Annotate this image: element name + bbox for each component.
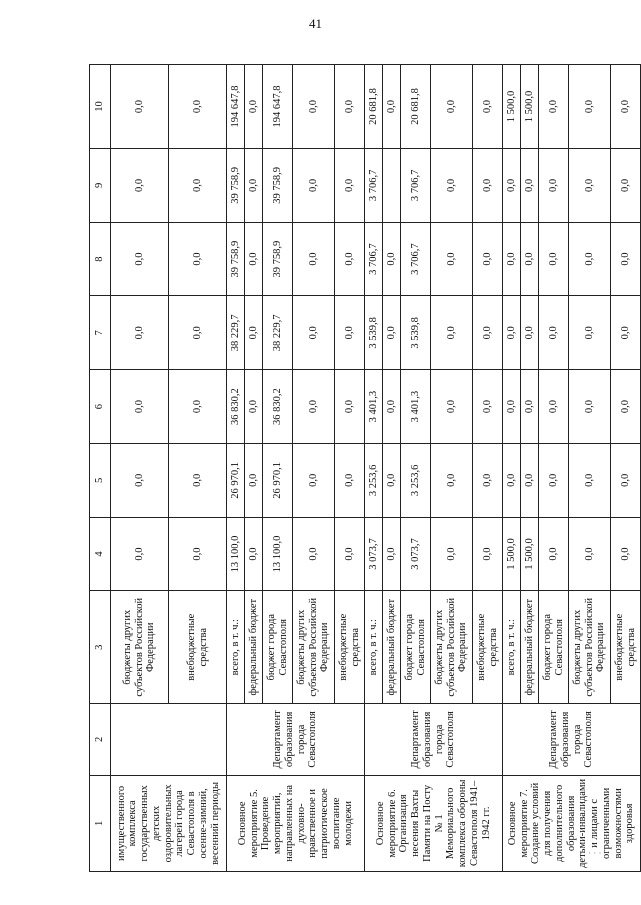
value-cell: 3 401,3 <box>401 370 431 444</box>
value-cell: 1 500,0 <box>503 517 521 591</box>
value-cell: 0,0 <box>503 149 521 223</box>
value-cell: 0,0 <box>293 517 335 591</box>
value-cell: 3 706,7 <box>365 149 383 223</box>
value-cell: 0,0 <box>473 296 503 370</box>
value-cell: 3 539,8 <box>401 296 431 370</box>
value-cell: 0,0 <box>383 370 401 444</box>
funding-source: бюджеты других субъектов Российской Федерации <box>569 591 611 704</box>
table-row <box>111 65 169 872</box>
value-cell: 0,0 <box>111 296 169 370</box>
value-cell: 0,0 <box>111 222 169 296</box>
value-cell: 0,0 <box>569 65 611 149</box>
value-cell: 0,0 <box>169 222 227 296</box>
value-cell: 3 073,7 <box>401 517 431 591</box>
value-cell: 0,0 <box>473 222 503 296</box>
value-cell: 0,0 <box>293 443 335 517</box>
value-cell: 0,0 <box>293 370 335 444</box>
value-cell: 3 401,3 <box>365 370 383 444</box>
funding-source: внебюджетные средства <box>335 591 365 704</box>
value-cell: 39 758,9 <box>263 149 293 223</box>
value-cell: 0,0 <box>169 370 227 444</box>
value-cell: 39 758,9 <box>227 149 245 223</box>
value-cell: 3 706,7 <box>401 149 431 223</box>
header-row <box>90 65 111 872</box>
value-cell: 0,0 <box>539 370 569 444</box>
value-cell: 0,0 <box>569 149 611 223</box>
value-cell: 0,0 <box>503 222 521 296</box>
value-cell: 3 706,7 <box>401 222 431 296</box>
value-cell: 0,0 <box>293 296 335 370</box>
value-cell: 194 647,8 <box>263 65 293 149</box>
funding-source: всего, в т. ч.: <box>503 591 521 704</box>
value-cell: 26 970,1 <box>227 443 245 517</box>
measure-name: Основное мероприятие 5. Проведение мероприятий, направленных на духовно-нравственное и патриотическое воспитание молодежи <box>227 775 365 871</box>
value-cell: 0,0 <box>503 296 521 370</box>
value-cell: 3 253,6 <box>401 443 431 517</box>
measure-name: Основное мероприятие 7. Создание условий для получения дополнительного образования детьми-инвалидами и лицами с ограниченными возможностями здоровья <box>503 775 641 871</box>
value-cell: 0,0 <box>383 443 401 517</box>
value-cell: 0,0 <box>611 517 641 591</box>
col-number: 7 <box>90 296 111 370</box>
value-cell: 0,0 <box>245 517 263 591</box>
value-cell: 1 500,0 <box>521 65 539 149</box>
value-cell: 0,0 <box>521 296 539 370</box>
value-cell: 0,0 <box>521 149 539 223</box>
value-cell: 0,0 <box>611 443 641 517</box>
value-cell: 0,0 <box>169 296 227 370</box>
value-cell: 0,0 <box>245 296 263 370</box>
page-number: 41 <box>309 16 322 31</box>
value-cell: 0,0 <box>245 65 263 149</box>
value-cell: 0,0 <box>335 149 365 223</box>
value-cell: 0,0 <box>335 443 365 517</box>
value-cell: 0,0 <box>431 65 473 149</box>
value-cell: 0,0 <box>335 296 365 370</box>
value-cell: 0,0 <box>539 149 569 223</box>
value-cell: 0,0 <box>569 443 611 517</box>
responsible-executor: Департамент образования города Севастополя <box>227 704 365 776</box>
value-cell: 0,0 <box>611 149 641 223</box>
funding-source: бюджеты других субъектов Российской Федерации <box>111 591 169 704</box>
value-cell: 0,0 <box>611 370 641 444</box>
value-cell: 0,0 <box>383 517 401 591</box>
value-cell: 0,0 <box>611 296 641 370</box>
value-cell: 0,0 <box>383 296 401 370</box>
value-cell: 0,0 <box>335 370 365 444</box>
value-cell: 0,0 <box>539 443 569 517</box>
value-cell: 0,0 <box>111 443 169 517</box>
value-cell: 3 253,6 <box>365 443 383 517</box>
funding-source: федеральный бюджет <box>521 591 539 704</box>
funding-source: всего, в т. ч.: <box>227 591 245 704</box>
value-cell: 0,0 <box>569 222 611 296</box>
value-cell: 0,0 <box>111 65 169 149</box>
value-cell: 38 229,7 <box>227 296 245 370</box>
value-cell: 36 830,2 <box>227 370 245 444</box>
measure-name: Основное мероприятие 6. Организация несения Вахты Памяти на Посту № 1 Мемориального комплекса обороны Севастополя 1941–1942 гг. <box>365 775 503 871</box>
value-cell: 39 758,9 <box>263 222 293 296</box>
value-cell: 0,0 <box>521 222 539 296</box>
value-cell: 0,0 <box>111 149 169 223</box>
table-row <box>365 65 383 872</box>
col-number: 1 <box>90 775 111 871</box>
value-cell: 0,0 <box>169 65 227 149</box>
funding-source: внебюджетные средства <box>169 591 227 704</box>
value-cell: 1 500,0 <box>503 65 521 149</box>
value-cell: 0,0 <box>611 222 641 296</box>
funding-source: бюджет города Севастополя <box>263 591 293 704</box>
col-number: 2 <box>90 704 111 776</box>
value-cell: 3 073,7 <box>365 517 383 591</box>
value-cell: 0,0 <box>383 65 401 149</box>
value-cell: 0,0 <box>431 517 473 591</box>
col-number: 8 <box>90 222 111 296</box>
funding-source: всего, в т. ч.: <box>365 591 383 704</box>
funding-source: федеральный бюджет <box>245 591 263 704</box>
funding-source: внебюджетные средства <box>473 591 503 704</box>
col-number: 9 <box>90 149 111 223</box>
value-cell: 0,0 <box>431 222 473 296</box>
value-cell: 0,0 <box>539 296 569 370</box>
value-cell: 0,0 <box>383 222 401 296</box>
responsible-executor: Департамент образования города Севастополя <box>365 704 503 776</box>
scan-mark: · · · <box>588 848 602 858</box>
value-cell: 0,0 <box>539 222 569 296</box>
value-cell: 0,0 <box>473 517 503 591</box>
budget-table <box>89 64 641 872</box>
measure-name: имущественного комплекса государственных детских оздоровительных лагерей города Севастополя в осенне-зимний, весенний периоды <box>111 775 227 871</box>
value-cell: 0,0 <box>293 149 335 223</box>
value-cell: 0,0 <box>293 222 335 296</box>
value-cell: 0,0 <box>521 443 539 517</box>
table-row <box>503 65 521 872</box>
funding-source: федеральный бюджет <box>383 591 401 704</box>
value-cell: 13 100,0 <box>263 517 293 591</box>
col-number: 10 <box>90 65 111 149</box>
funding-source: бюджет города Севастополя <box>401 591 431 704</box>
col-number: 5 <box>90 443 111 517</box>
value-cell: 0,0 <box>335 222 365 296</box>
rotated-table-wrapper <box>89 64 637 872</box>
value-cell: 0,0 <box>245 370 263 444</box>
value-cell: 0,0 <box>473 149 503 223</box>
value-cell: 0,0 <box>335 517 365 591</box>
value-cell: 0,0 <box>335 65 365 149</box>
value-cell: 0,0 <box>111 517 169 591</box>
value-cell: 0,0 <box>431 443 473 517</box>
value-cell: 0,0 <box>293 65 335 149</box>
value-cell: 0,0 <box>431 296 473 370</box>
value-cell: 20 681,8 <box>365 65 383 149</box>
value-cell: 0,0 <box>473 370 503 444</box>
col-number: 3 <box>90 591 111 704</box>
col-number: 6 <box>90 370 111 444</box>
value-cell: 0,0 <box>169 443 227 517</box>
table-row <box>227 65 245 872</box>
value-cell: 39 758,9 <box>227 222 245 296</box>
value-cell: 36 830,2 <box>263 370 293 444</box>
value-cell: 0,0 <box>245 222 263 296</box>
value-cell: 0,0 <box>169 149 227 223</box>
value-cell: 0,0 <box>473 65 503 149</box>
value-cell: 0,0 <box>431 149 473 223</box>
value-cell: 194 647,8 <box>227 65 245 149</box>
funding-source: бюджеты других субъектов Российской Федерации <box>293 591 335 704</box>
col-number: 4 <box>90 517 111 591</box>
value-cell: 0,0 <box>611 65 641 149</box>
value-cell: 0,0 <box>111 370 169 444</box>
value-cell: 0,0 <box>521 370 539 444</box>
value-cell: 13 100,0 <box>227 517 245 591</box>
value-cell: 0,0 <box>473 443 503 517</box>
value-cell: 0,0 <box>503 443 521 517</box>
value-cell: 0,0 <box>539 65 569 149</box>
value-cell: 20 681,8 <box>401 65 431 149</box>
value-cell: 3 706,7 <box>365 222 383 296</box>
value-cell: 0,0 <box>503 370 521 444</box>
value-cell: 38 229,7 <box>263 296 293 370</box>
funding-source: внебюджетные средства <box>611 591 641 704</box>
responsible-executor <box>111 704 227 776</box>
responsible-executor: Департамент образования города Севастополя <box>503 704 641 776</box>
value-cell: 0,0 <box>245 149 263 223</box>
value-cell: 0,0 <box>569 517 611 591</box>
funding-source: бюджет города Севастополя <box>539 591 569 704</box>
value-cell: 0,0 <box>245 443 263 517</box>
value-cell: 0,0 <box>431 370 473 444</box>
funding-source: бюджеты других субъектов Российской Федерации <box>431 591 473 704</box>
value-cell: 0,0 <box>169 517 227 591</box>
value-cell: 0,0 <box>539 517 569 591</box>
value-cell: 0,0 <box>569 296 611 370</box>
value-cell: 1 500,0 <box>521 517 539 591</box>
value-cell <box>383 149 401 223</box>
value-cell: 0,0 <box>569 370 611 444</box>
value-cell: 3 539,8 <box>365 296 383 370</box>
value-cell: 26 970,1 <box>263 443 293 517</box>
